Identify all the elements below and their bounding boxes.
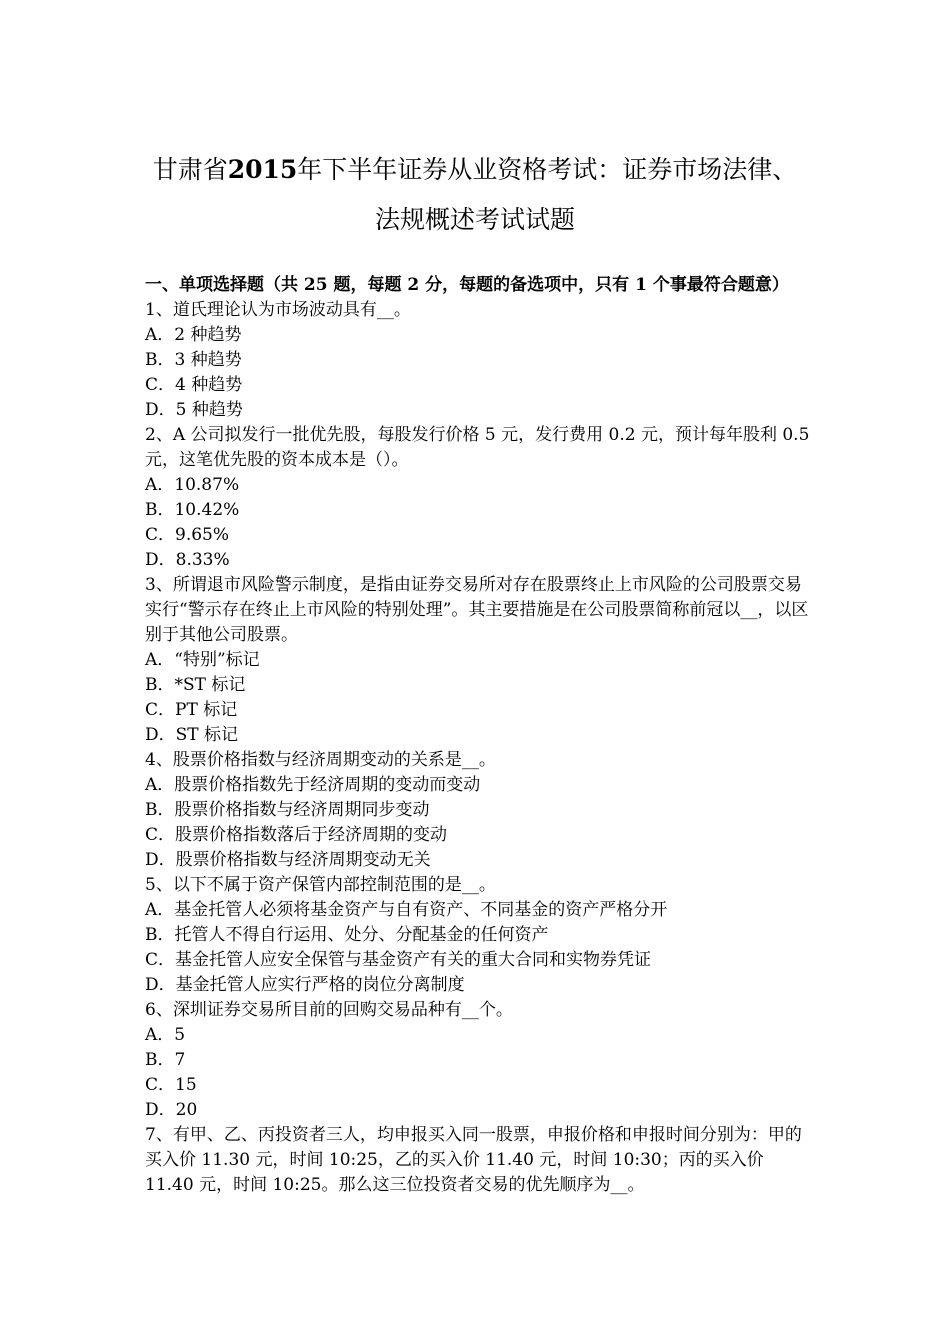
- option-b: B．7: [145, 1050, 186, 1070]
- question-5: [145, 873, 810, 998]
- option-d: D．股票价格指数与经济周期变动无关: [145, 850, 431, 870]
- title-year: 2015: [227, 155, 298, 184]
- option-d: D．5 种趋势: [145, 400, 243, 420]
- title-part-2: 年下半年证券从业资格考试：证券市场法律、: [297, 155, 798, 184]
- option-c: C．基金托管人应安全保管与基金资产有关的重大合同和实物券凭证: [145, 950, 652, 970]
- option-c: C．15: [145, 1075, 197, 1095]
- document-title: [100, 145, 850, 245]
- question-3: [145, 573, 810, 748]
- option-b: B．托管人不得自行运用、处分、分配基金的任何资产: [145, 925, 549, 945]
- option-c: C．股票价格指数落后于经济周期的变动: [145, 825, 448, 845]
- option-d: D．8.33%: [145, 550, 230, 570]
- title-line-2: 法规概述考试试题: [374, 205, 575, 234]
- section-heading: 一、单项选择题（共 25 题，每题 2 分，每题的备选项中，只有 1 个事最符合题意）: [145, 275, 789, 295]
- option-c: C．PT 标记: [145, 700, 238, 720]
- option-b: B．股票价格指数与经济周期同步变动: [145, 800, 430, 820]
- question-2: [145, 423, 810, 573]
- option-d: D．ST 标记: [145, 725, 239, 745]
- title-part-1: 甘肃省: [152, 155, 228, 184]
- question-stem: 1、道氏理论认为市场波动具有__。: [145, 300, 411, 320]
- question-stem: 4、股票价格指数与经济周期变动的关系是__。: [145, 750, 496, 770]
- option-a: A．2 种趋势: [145, 325, 242, 345]
- option-a: A．10.87%: [145, 475, 240, 495]
- question-stem: 6、深圳证券交易所目前的回购交易品种有__个。: [145, 1000, 513, 1020]
- option-a: A．基金托管人必须将基金资产与自有资产、不同基金的资产严格分开: [145, 900, 668, 920]
- option-b: B．3 种趋势: [145, 350, 242, 370]
- option-a: A．“特别”标记: [145, 650, 260, 670]
- question-stem: 7、有甲、乙、丙投资者三人，均申报买入同一股票，申报价格和申报时间分别为：甲的买入价 11.30 元，时间 10:25，乙的买入价 11.40 元，时间 10:30；丙的买入价 11.40 元，时间 10:25。那么这三位投资者交易的优先顺序为__。: [145, 1125, 802, 1195]
- question-7: [145, 1123, 810, 1198]
- option-c: C．9.65%: [145, 525, 230, 545]
- option-d: D．20: [145, 1100, 198, 1120]
- title-line-1: [100, 145, 850, 195]
- option-b: B．*ST 标记: [145, 675, 246, 695]
- question-6: [145, 998, 810, 1123]
- question-stem: 3、所谓退市风险警示制度，是指由证券交易所对存在股票终止上市风险的公司股票交易实行“警示存在终止上市风险的特别处理”。其主要措施是在公司股票简称前冠以__，以区别于其他公司股票。: [145, 575, 809, 645]
- question-1: [145, 298, 810, 423]
- question-stem: 2、A 公司拟发行一批优先股，每股发行价格 5 元，发行费用 0.2 元，预计每年股利 0.5 元，这笔优先股的资本成本是（）。: [145, 425, 810, 470]
- option-a: A．股票价格指数先于经济周期的变动而变动: [145, 775, 481, 795]
- question-4: [145, 748, 810, 873]
- option-c: C．4 种趋势: [145, 375, 243, 395]
- option-d: D．基金托管人应实行严格的岗位分离制度: [145, 975, 465, 995]
- question-stem: 5、以下不属于资产保管内部控制范围的是__。: [145, 875, 496, 895]
- option-a: A．5: [145, 1025, 186, 1045]
- option-b: B．10.42%: [145, 500, 240, 520]
- question-list: [145, 273, 810, 1198]
